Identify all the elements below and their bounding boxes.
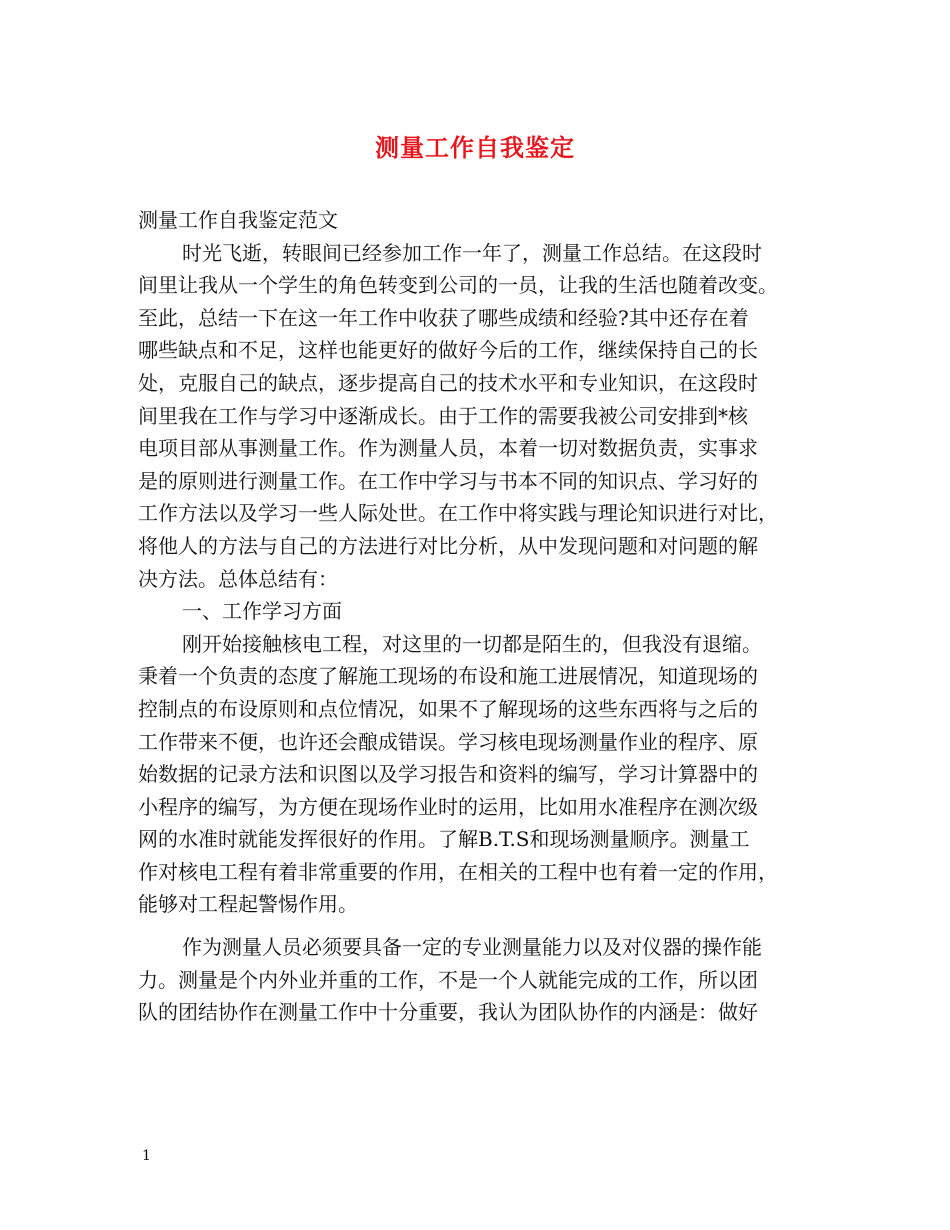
paragraph-line: 工作方法以及学习一些人际处世。在工作中将实践与理论知识进行对比， [138,501,778,526]
paragraph-line: 时光飞逝，转眼间已经参加工作一年了，测量工作总结。在这段时 [182,240,762,265]
paragraph-line: 处，克服自己的缺点，逐步提高自己的技术水平和专业知识，在这段时 [138,370,758,395]
paragraph-line: 秉着一个负责的态度了解施工现场的布设和施工进展情况，知道现场的 [138,664,758,689]
paragraph-line: 间里我在工作与学习中逐渐成长。由于工作的需要我被公司安排到*核 [138,403,748,428]
paragraph-line: 作对核电工程有着非常重要的作用，在相关的工程中也有着一定的作用， [138,859,778,884]
paragraph-line: 网的水准时就能发挥很好的作用。了解B.T.S和现场测量顺序。测量工 [138,827,750,852]
paragraph-line: 电项目部从事测量工作。作为测量人员，本着一切对数据负责，实事求 [138,436,758,461]
paragraph-line: 力。测量是个内外业并重的工作，不是一个人就能完成的工作，所以团 [138,967,758,992]
section-heading: 一、工作学习方面 [182,599,342,624]
paragraph-line: 是的原则进行测量工作。在工作中学习与书本不同的知识点、学习好的 [138,468,758,493]
paragraph-line: 作为测量人员必须要具备一定的专业测量能力以及对仪器的操作能 [182,935,762,960]
paragraph-line: 至此，总结一下在这一年工作中收获了哪些成绩和经验?其中还存在着 [138,305,749,330]
document-title: 测量工作自我鉴定 [375,133,575,162]
paragraph-line: 控制点的布设原则和点位情况，如果不了解现场的这些东西将与之后的 [138,696,758,721]
paragraph-line: 间里让我从一个学生的角色转变到公司的一员，让我的生活也随着改变。 [138,273,778,298]
paragraph-line: 能够对工程起警惕作用。 [138,892,358,917]
paragraph-line: 队的团结协作在测量工作中十分重要，我认为团队协作的内涵是：做好 [138,1000,758,1025]
paragraph-line: 小程序的编写，为方便在现场作业时的运用，比如用水准程序在测次级 [138,794,758,819]
document-subtitle: 测量工作自我鉴定范文 [138,208,338,232]
paragraph-spacer [138,921,818,931]
paragraph-line: 工作带来不便，也许还会酿成错误。学习核电现场测量作业的程序、原 [138,729,758,754]
paragraph-line: 刚开始接触核电工程，对这里的一切都是陌生的，但我没有退缩。 [182,631,762,656]
document-body [138,204,818,1029]
paragraph-line: 将他人的方法与自己的方法进行对比分析，从中发现问题和对问题的解 [138,533,758,558]
paragraph-line: 决方法。总体总结有： [138,566,338,591]
page-number: 1 [142,1148,151,1164]
paragraph-line: 哪些缺点和不足，这样也能更好的做好今后的工作，继续保持自己的长 [138,338,758,363]
paragraph-line: 始数据的记录方法和识图以及学习报告和资料的编写，学习计算器中的 [138,762,758,787]
